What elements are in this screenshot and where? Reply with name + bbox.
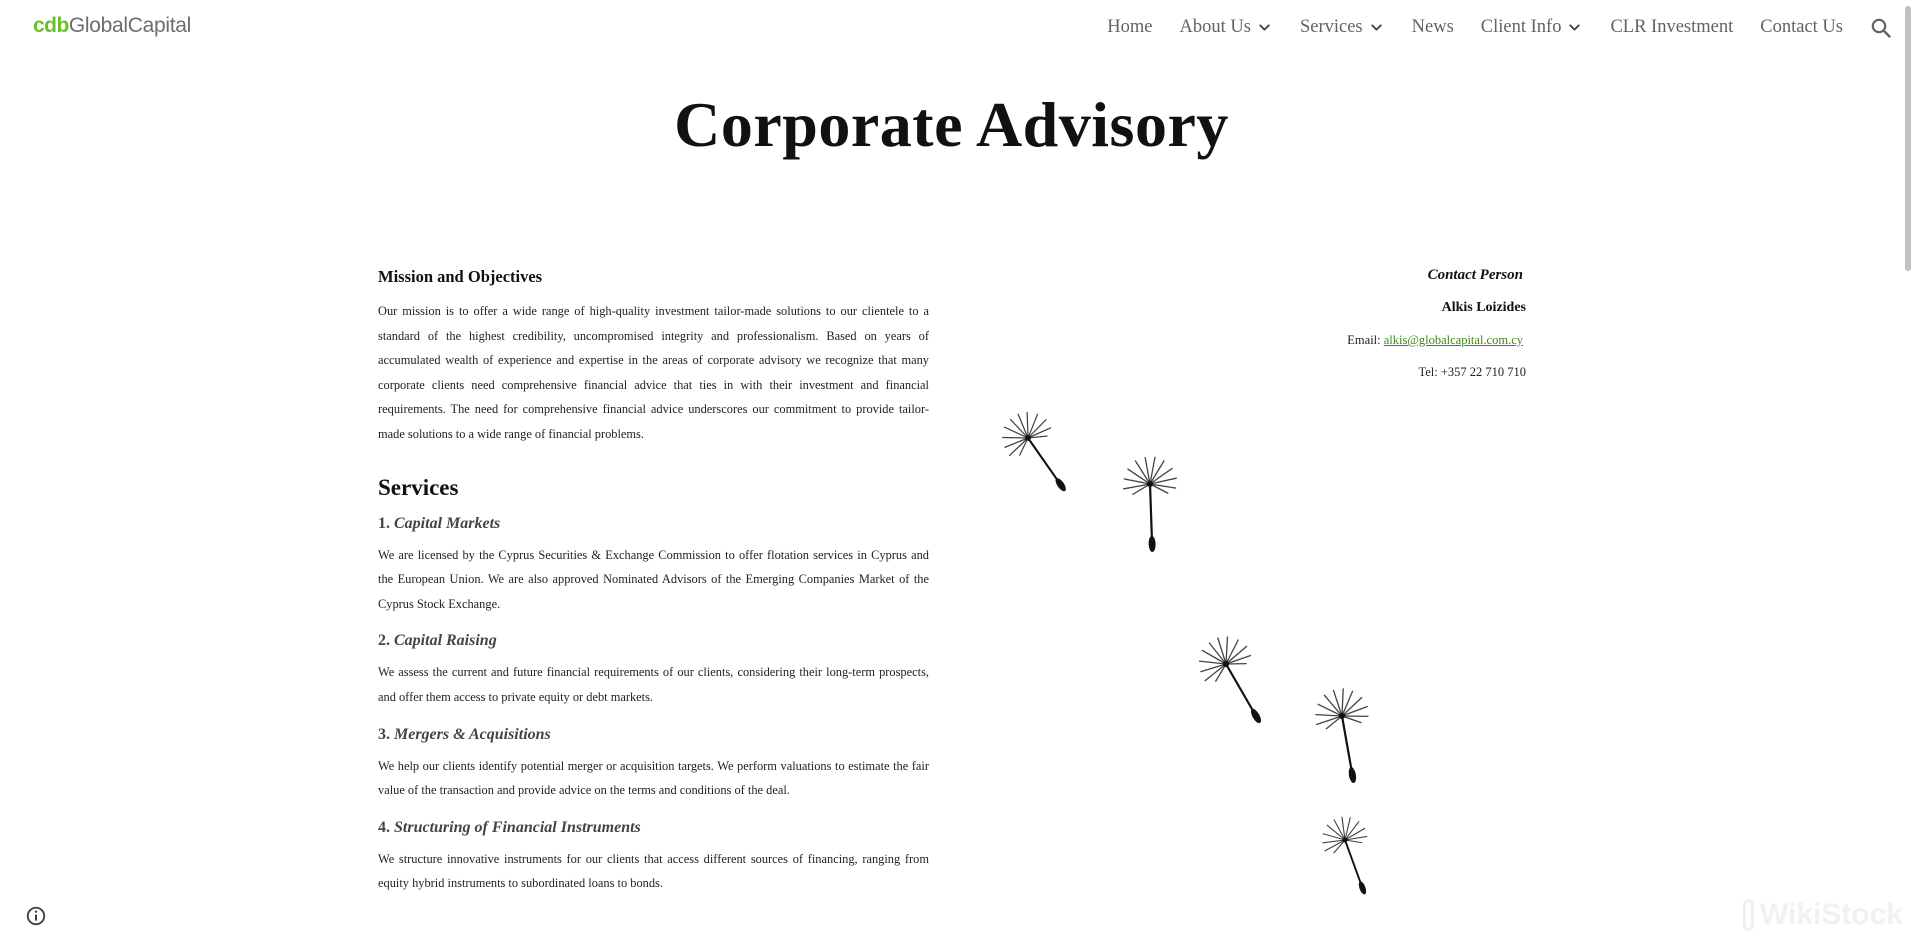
contact-name: Alkis Loizides [1441, 300, 1526, 315]
service-text: We structure innovative instruments for our clients that access different sources of financing, ranging from equity hybrid instruments to subordinated loans to bonds. [378, 851, 929, 891]
nav-item-clr-investment[interactable] [1610, 17, 1733, 38]
nav-item-label: News [1411, 17, 1454, 37]
nav-item-label: Contact Us [1760, 17, 1843, 37]
nav-item-label: About Us [1179, 17, 1251, 37]
contact-heading: Contact Person [1427, 267, 1523, 283]
chevron-down-icon[interactable] [1368, 19, 1385, 36]
top-navigation-bar [0, 0, 1913, 56]
services-heading: Services [378, 474, 459, 500]
service-title: 3. Mergers & Acquisitions [378, 725, 551, 743]
nav-item-about-us[interactable] [1180, 17, 1273, 38]
service-item [378, 515, 929, 617]
service-title: 1. Capital Markets [378, 514, 501, 532]
nav-item-label: CLR Investment [1610, 17, 1734, 37]
main-nav [1080, 17, 1843, 38]
nav-item-label: Home [1107, 17, 1153, 37]
contact-tel: Tel: +357 22 710 710 [1418, 365, 1526, 379]
nav-item-home[interactable] [1107, 17, 1152, 38]
search-icon[interactable] [1869, 16, 1893, 40]
service-text: We are licensed by the Cyprus Securities & Exchange Commission to offer flotation services in Cyprus and the European Union. We are also approved Nominated Advisors of the Emerging Companies Market of the Cyprus Stock Exchange. [378, 547, 929, 611]
scrollbar[interactable] [1903, 0, 1913, 951]
nav-item-news[interactable] [1412, 17, 1454, 38]
page-title: Corporate Advisory [674, 89, 1229, 160]
nav-item-client-info[interactable] [1481, 17, 1584, 38]
service-title: 4. Structuring of Financial Instruments [378, 818, 641, 836]
service-text: We assess the current and future financial requirements of our clients, considering their long-term prospects, and offer them access to private equity or debt markets. [378, 665, 929, 704]
dandelion-seeds-image [990, 400, 1420, 951]
contact-email: Email: alkis@globalcapital.com.cy [1347, 333, 1523, 347]
nav-item-label: Client Info [1480, 17, 1562, 37]
chevron-down-icon[interactable] [1566, 19, 1583, 36]
scrollbar-thumb[interactable] [1905, 6, 1911, 271]
nav-item-services[interactable] [1300, 17, 1385, 38]
watermark-logo-icon [1743, 899, 1754, 931]
chevron-down-icon[interactable] [1256, 19, 1273, 36]
watermark: WikiStock [1743, 895, 1903, 935]
service-title: 2. Capital Raising [378, 632, 497, 650]
nav-item-contact-us[interactable] [1760, 17, 1843, 38]
service-item [378, 726, 929, 803]
mission-heading: Mission and Objectives [378, 267, 543, 286]
contact-panel [1220, 267, 1526, 380]
mission-text: Our mission is to offer a wide range of high-quality investment tailor-made solutions to our clientele to a standard of the highest credibility, uncompromised integrity and professionalism. Based on years of accumulated wealth of experience and expertise in the areas of corporate advisory we recognize that many corporate clients need comprehensive financial advice that ties in with their investment and financial requirements. The need for comprehensive financial advice underscores our commitment to provide tailor-made solutions to a wide range of financial problems. [378, 304, 929, 441]
email-link[interactable]: alkis@globalcapital.com.cy [1383, 333, 1523, 347]
service-item [378, 819, 929, 896]
nav-item-label: Services [1299, 17, 1363, 37]
service-text: We help our clients identify potential merger or acquisition targets. We perform valuations to estimate the fair value of the transaction and provide advice on the terms and conditions of the deal. [378, 758, 929, 798]
site-logo[interactable]: cdbGlobalCapital [33, 14, 192, 37]
service-item [378, 632, 929, 709]
main-content [378, 267, 929, 912]
info-icon[interactable] [25, 905, 47, 927]
